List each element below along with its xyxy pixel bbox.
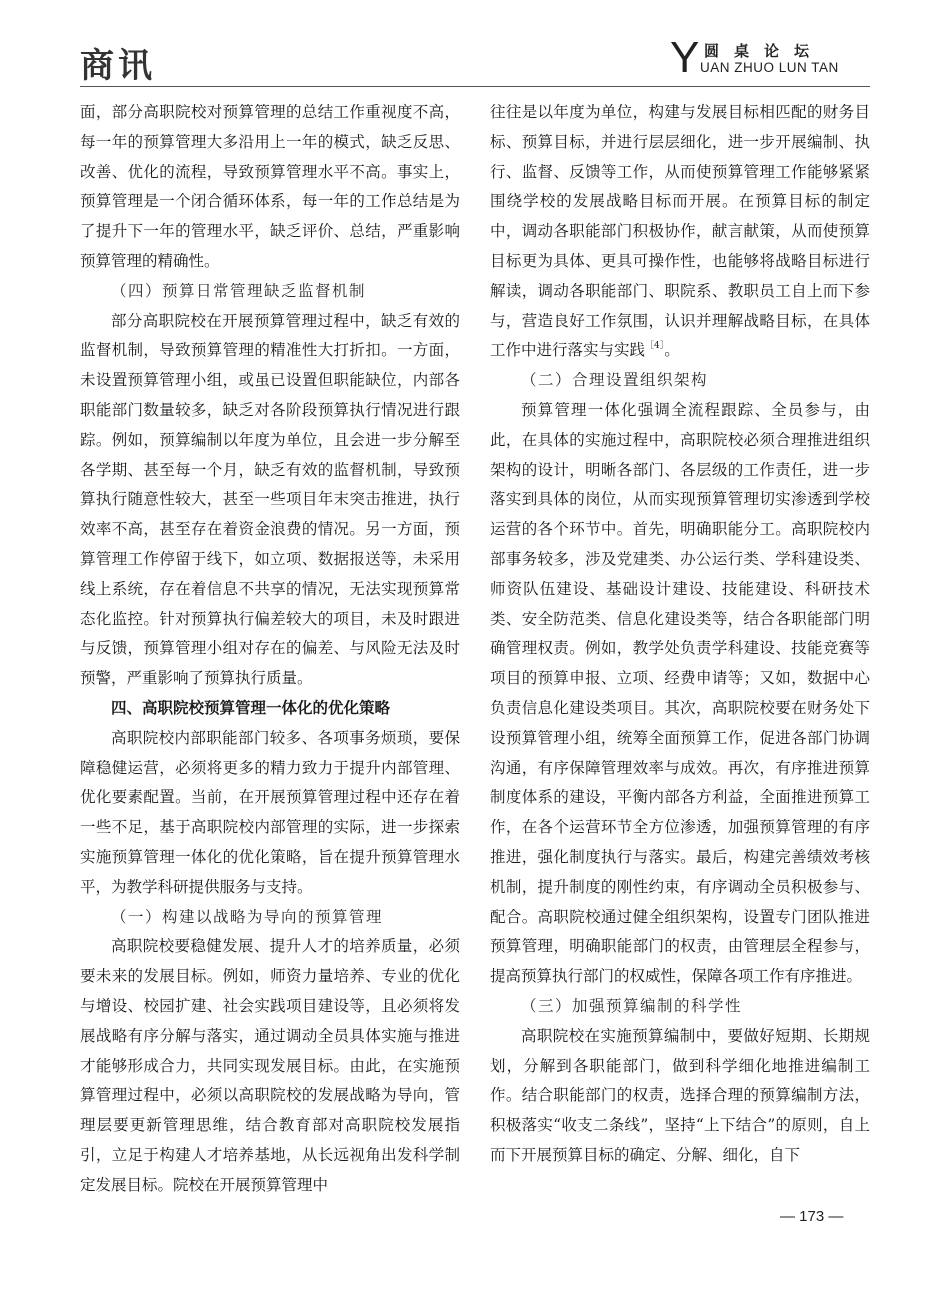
paragraph: 高职院校在实施预算编制中，要做好短期、长期规划，分解到各职能部门，做到科学细化地推进编制工作。结合职能部门的权责，选择合理的预算编制方法，积极落实“收支二条线”，坚持“上下结合”的原则，自上而下开展预算目标的确定、分解、细化，自下 [490, 1026, 870, 1164]
paragraph: 高职院校要稳健发展、提升人才的培养质量，必须要未来的发展目标。例如，师资力量培养、专业的优化与增设、校园扩建、社会实践项目建设等，且必须将发展战略有序分解与落实，通过调动全员具体实施与推进才能够形成合力，共同实现发展目标。由此，在实施预算管理过程中，必须以高职院校的发展战略为导向，管理层要更新管理思维，结合教育部对高职院校发展指引，立足于构建人才培养基地，从长远视角出发科学制定发展目标。院校在开展预算管理中 [80, 937, 460, 1194]
paragraph: 面，部分高职院校对预算管理的总结工作重视度不高，每一年的预算管理大多沿用上一年的模式，缺乏反思、改善、优化的流程，导致预算管理水平不高。事实上，预算管理是一个闭合循环体系，每一年的工作总结是为了提升下一年的管理水平，缺乏评价、总结，严重影响预算管理的精确性。 [80, 103, 460, 270]
paragraph: 部分高职院校在开展预算管理过程中，缺乏有效的监督机制，导致预算管理的精准性大打折扣。一方面，未设置预算管理小组，或虽已设置但职能缺位，内部各职能部门数量较多，缺乏对各阶段预算执行情况进行跟踪。例如，预算编制以年度为单位，且会进一步分解至各学期、甚至每一个月，缺乏有效的监督机制，导致预算执行随意性较大，甚至一些项目年末突击推进，执行效率不高，甚至存在着资金浪费的情况。另一方面，预算管理工作停留于线下，如立项、数据报送等，未采用线上系统，存在着信息不共享的情况，无法实现预算常态化监控。针对预算执行偏差较大的项目，未及时跟进与反馈，预算管理小组对存在的偏差、与风险无法及时预警，严重影响了预算执行质量。 [80, 311, 460, 688]
subheading: （一）构建以战略为导向的预算管理 [111, 907, 384, 926]
section-heading: 四、高职院校预算管理一体化的优化策略 [111, 698, 391, 717]
subheading: （三）加强预算编制的科学性 [521, 996, 743, 1015]
paragraph-text: 往往是以年度为单位，构建与发展目标相匹配的财务目标、预算目标，并进行层层细化，进一步开展编制、执行、监督、反馈等工作，从而使预算管理工作能够紧紧围绕学校的发展战略目标而开展。在预算目标的制定中，调动各职能部门积极协作，献言献策，从而使预算目标更为具体、更具可操作性，也能够将战略目标进行解读，调动各职能部门、职院系、教职员工自上而下参与，营造良好工作氛围，认识并理解战略目标，在具体工作中进行落实与实践 [490, 103, 870, 360]
column-logo [670, 33, 870, 82]
right-column [490, 98, 870, 1171]
citation-ref: ［4］ [645, 341, 665, 352]
column-name-cn: 圆桌论坛 [704, 42, 825, 60]
journal-logo: 商讯 [80, 46, 156, 86]
paragraph-end: 。 [664, 341, 680, 360]
subheading: （四）预算日常管理缺乏监督机制 [111, 281, 367, 300]
page-header [0, 0, 950, 90]
left-column [80, 98, 460, 1200]
subheading: （二）合理设置组织架构 [521, 371, 709, 390]
header-rule [80, 86, 870, 87]
paragraph: 高职院校内部职能部门较多、各项事务烦琐，要保障稳健运营，必须将更多的精力致力于提升内部管理、优化要素配置。当前，在开展预算管理过程中还存在着一些不足，基于高职院校内部管理的实际，进一步探索实施预算管理一体化的优化策略，旨在提升预算管理水平，为教学科研提供服务与支持。 [80, 728, 460, 896]
paragraph [490, 98, 870, 366]
column-name-en: UAN ZHUO LUN TAN [700, 60, 839, 75]
column-logo-letter: Y [670, 33, 700, 82]
paragraph: 预算管理一体化强调全流程跟踪、全员参与，由此，在具体的实施过程中，高职院校必须合理推进组织架构的设计，明晰各部门、各层级的工作责任，进一步落实到具体的岗位，从而实现预算管理切实渗透到学校运营的各个环节中。首先，明确职能分工。高职院校内部事务较多，涉及党建类、办公运行类、学科建设类、师资队伍建设、基础设计建设、技能建设、科研技术类、安全防范类、信息化建设类等，结合各职能部门明确管理权责。例如，教学处负责学科建设、技能竞赛等项目的预算申报、立项、经费申请等；又如，数据中心负责信息化建设类项目。其次，高职院校要在财务处下设预算管理小组，统筹全面预算工作，促进各部门协调沟通，有序保障管理效率与成效。再次，有序推进预算制度体系的建设，平衡内部各方利益，全面推进预算工作，在各个运营环节全方位渗透，加强预算管理的有序推进，强化制度执行与落实。最后，构建完善绩效考核机制，提升制度的刚性约束，有序调动全员积极参与、配合。高职院校通过健全组织架构，设置专门团队推进预算管理，明确职能部门的权责，由管理层全程参与，提高预算执行部门的权威性，保障各项工作有序推进。 [490, 400, 870, 986]
page-number: — 173 — [780, 1208, 844, 1225]
